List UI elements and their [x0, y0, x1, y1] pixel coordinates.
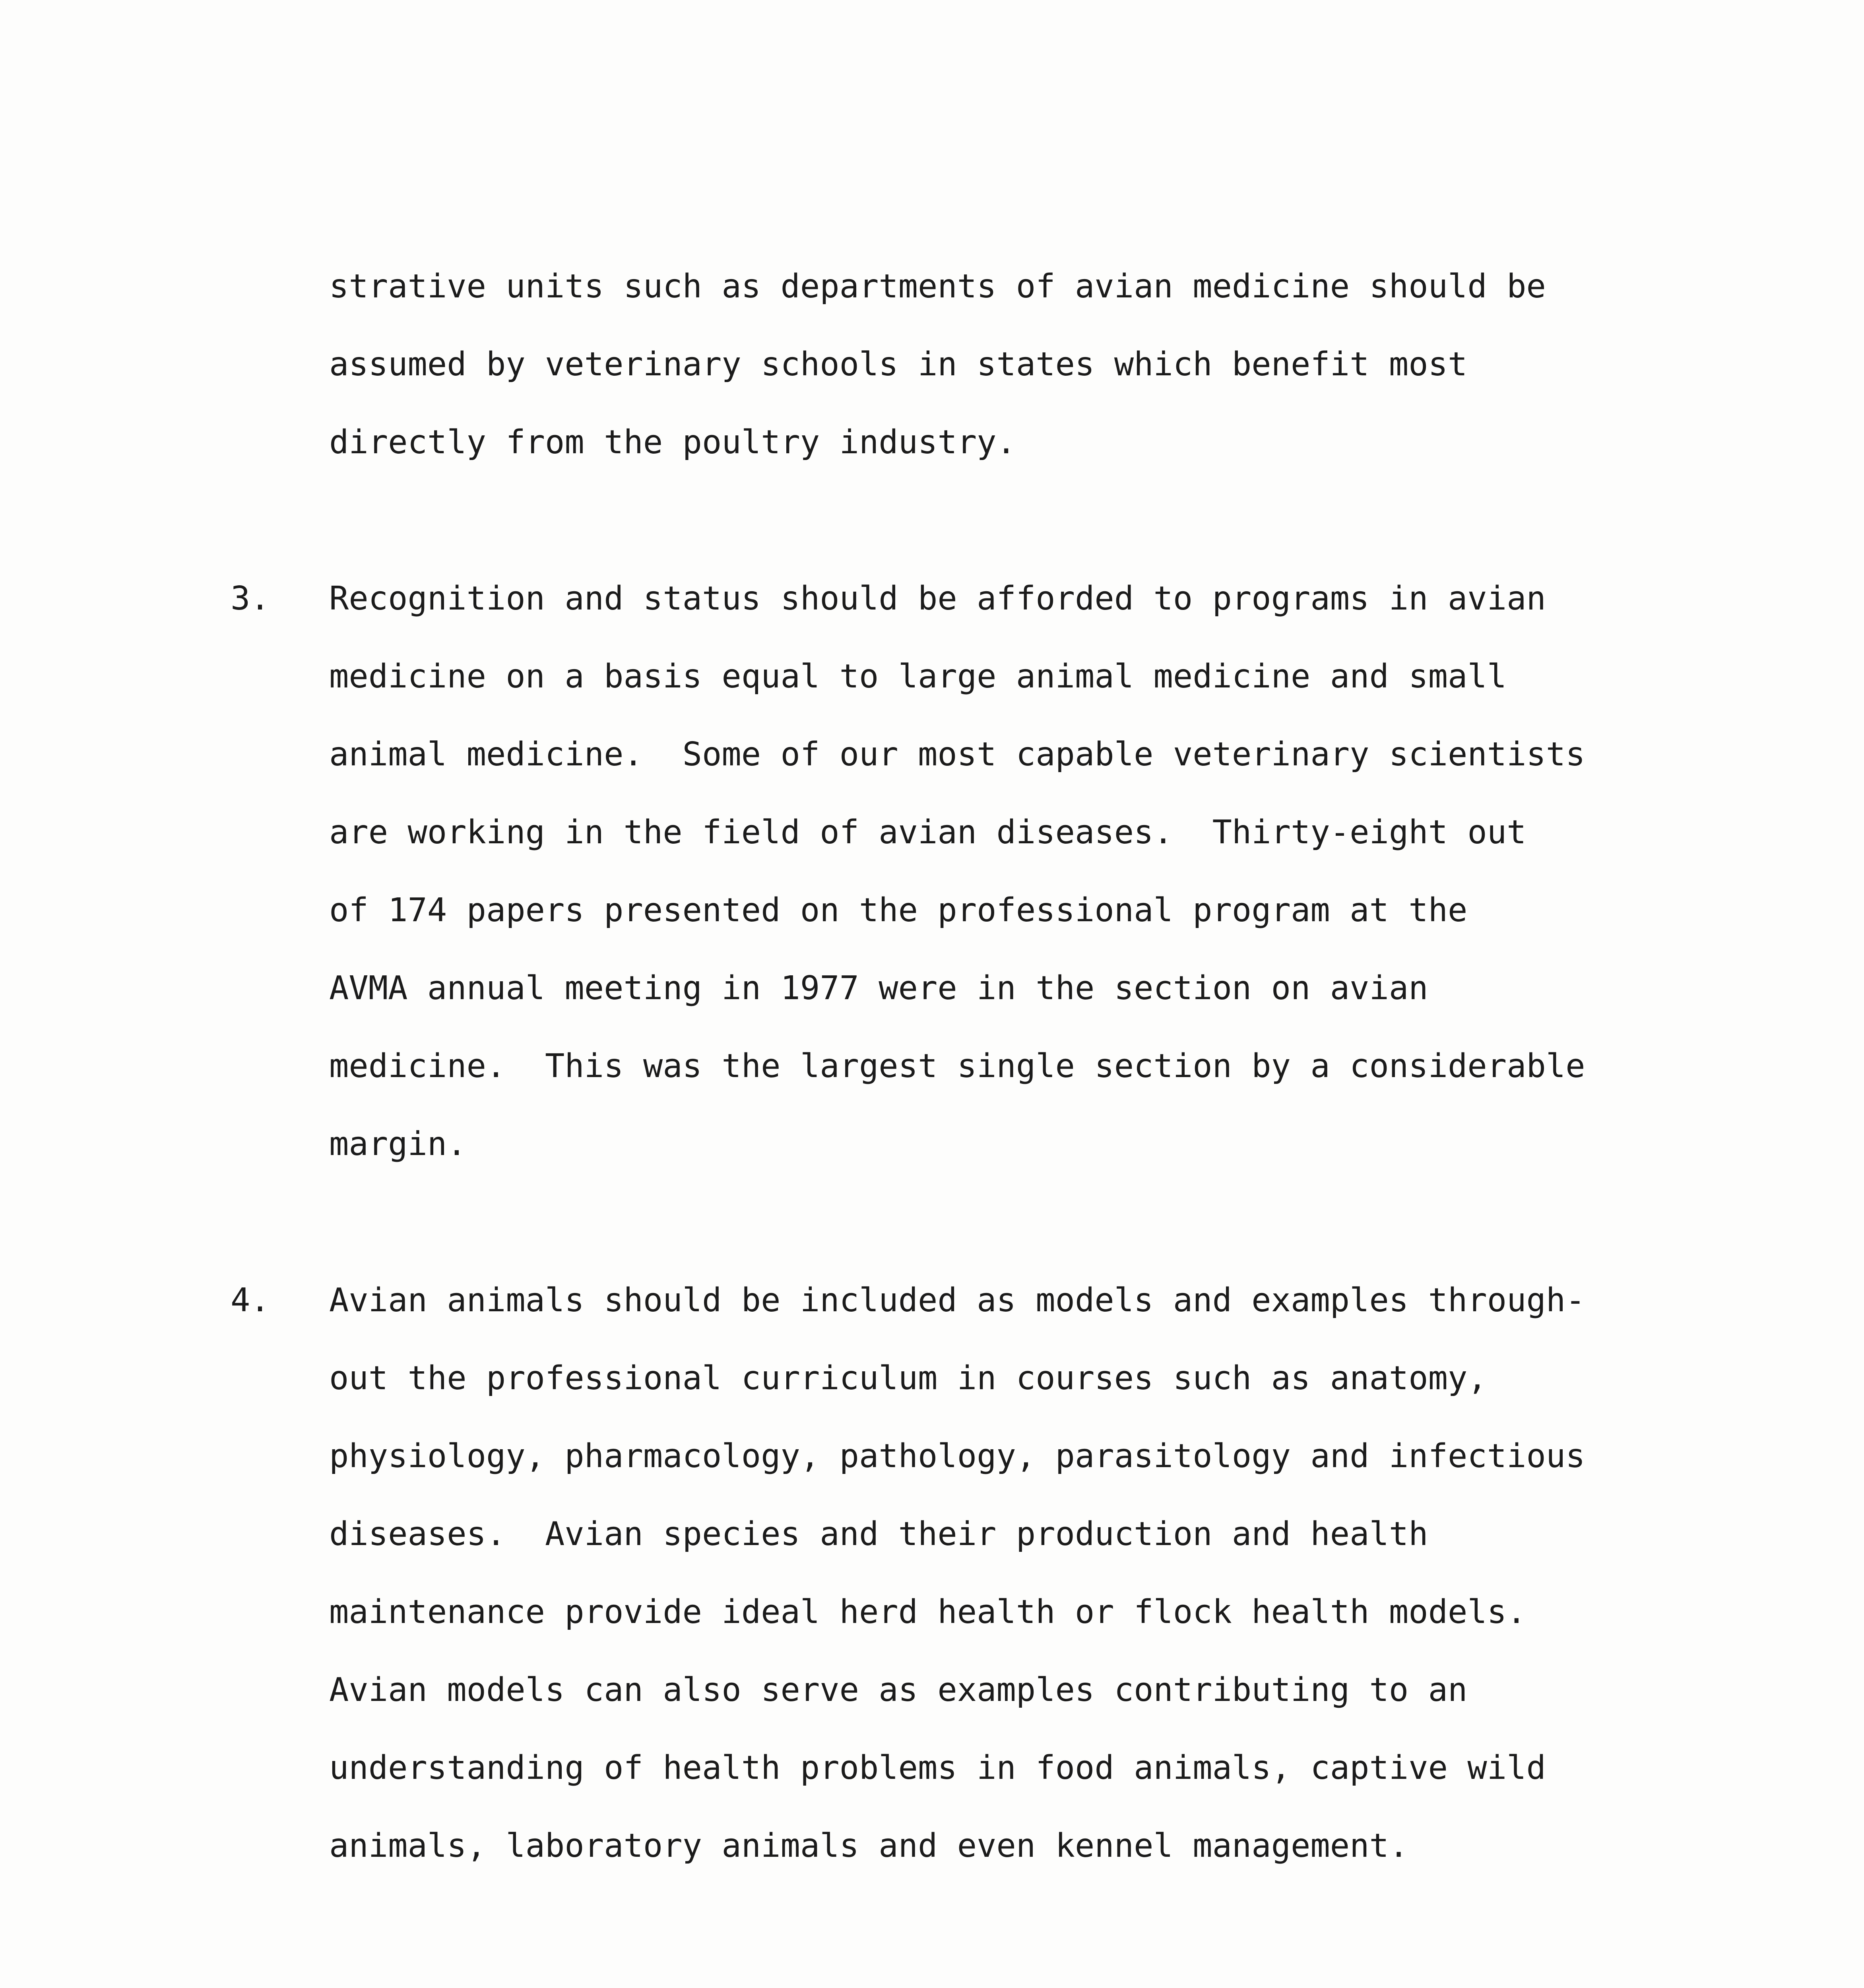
item-number: 4. [231, 1281, 270, 1319]
text-line: diseases. Avian species and their production and health [329, 1515, 1428, 1553]
text-line: margin. [329, 1125, 467, 1163]
text-line: of 174 papers presented on the professional program at the [329, 891, 1468, 929]
text-line: strative units such as departments of avian medicine should be [329, 268, 1546, 305]
text-line: physiology, pharmacology, pathology, parasitology and infectious [329, 1437, 1585, 1475]
text-line: Avian models can also serve as examples contributing to an [329, 1671, 1468, 1709]
item-number: 3. [231, 580, 270, 617]
text-line: Avian animals should be included as models and examples through- [329, 1281, 1585, 1319]
text-line: are working in the field of avian diseases. Thirty-eight out [329, 813, 1527, 851]
text-line: Recognition and status should be afforded to programs in avian [329, 580, 1546, 617]
text-line: animals, laboratory animals and even kennel management. [329, 1827, 1409, 1865]
text-line: assumed by veterinary schools in states which benefit most [329, 346, 1468, 383]
text-line: medicine. This was the largest single section by a considerable [329, 1047, 1585, 1085]
text-line: out the professional curriculum in courses such as anatomy, [329, 1359, 1487, 1397]
text-line: understanding of health problems in food animals, captive wild [329, 1749, 1546, 1787]
text-line: maintenance provide ideal herd health or flock health models. [329, 1593, 1527, 1631]
text-line: medicine on a basis equal to large animal medicine and small [329, 658, 1507, 695]
text-line: AVMA annual meeting in 1977 were in the section on avian [329, 969, 1428, 1007]
text-line: directly from the poultry industry. [329, 423, 1016, 461]
text-line: animal medicine. Some of our most capable veterinary scientists [329, 736, 1585, 773]
